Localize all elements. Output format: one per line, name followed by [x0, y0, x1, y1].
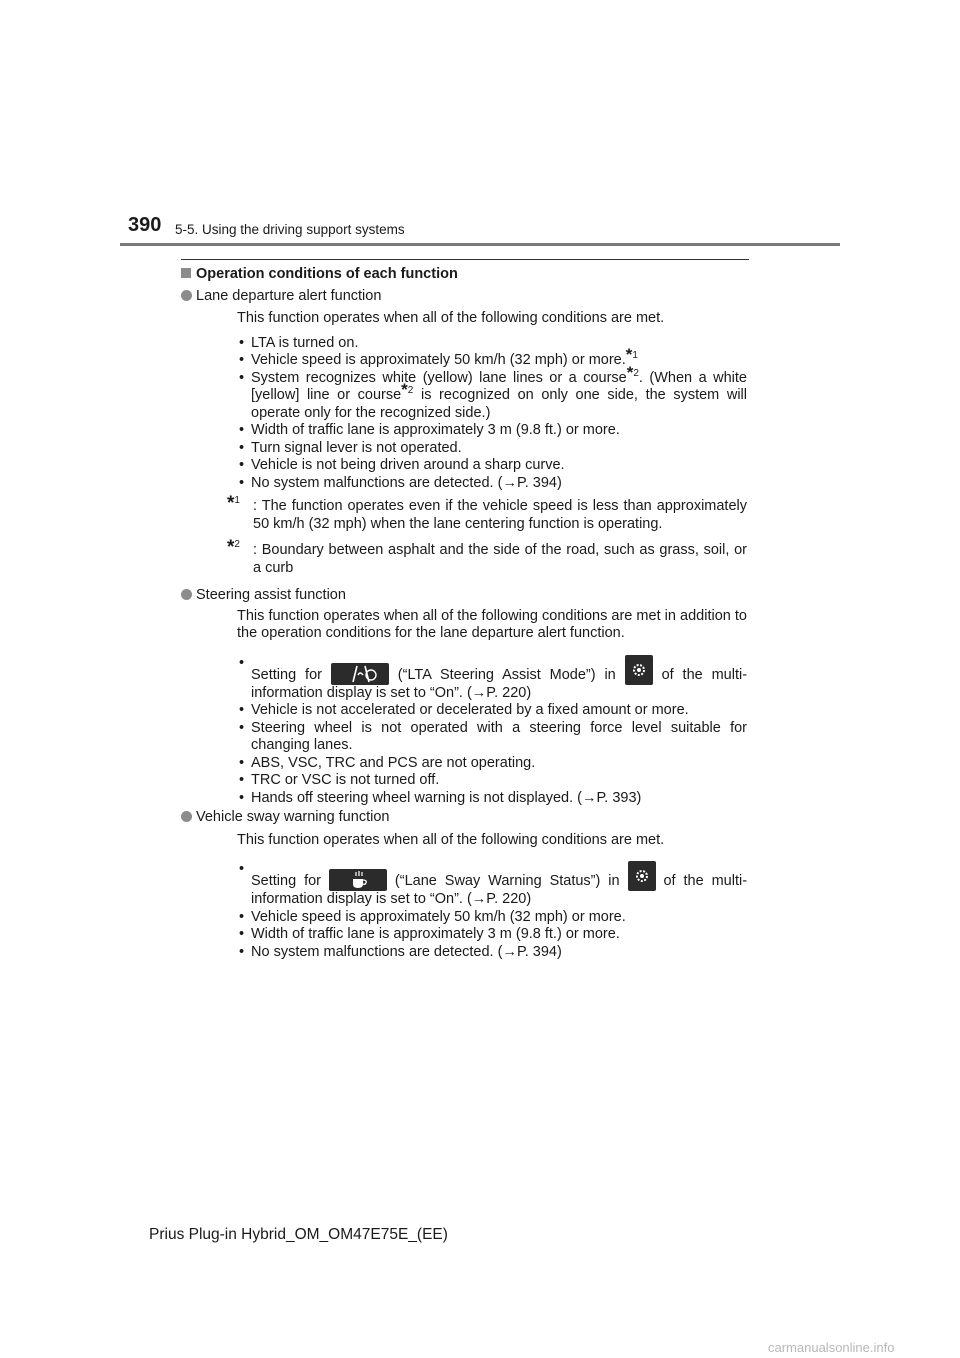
sway-warning-title-text: Vehicle sway warning function [196, 809, 390, 825]
footnote-star: * [626, 362, 634, 382]
lane-departure-intro: This function operates when all of the following conditions are met. [237, 310, 665, 326]
list-item: • LTA is turned on. [237, 335, 747, 353]
lane-departure-title-text: Lane departure alert function [196, 287, 382, 304]
list-item: • Width of traffic lane is approximately 3 m (9.8 ft.) or more. [237, 422, 747, 440]
section-heading-text: Operation conditions of each function [196, 266, 458, 282]
list-item: • Vehicle is not being driven around a sharp curve. [237, 457, 747, 475]
page-content [181, 266, 747, 961]
list-item: • No system malfunctions are detected. (→P. 394) [237, 475, 747, 493]
footnote-star: * [401, 380, 408, 399]
list-item: • Setting for (“LTA Steering Assist Mode”) in of the multi-information display is set to “On”. (→P. 220) [237, 655, 747, 703]
settings-gear-icon [628, 861, 656, 891]
steering-assist-intro: This function operates when all of the following conditions are met in addition to the operation conditions for the lane departure alert function. [237, 607, 747, 641]
list-item: • Turn signal lever is not operated. [237, 440, 747, 458]
circle-bullet-icon [181, 290, 192, 301]
square-bullet-icon [181, 268, 191, 278]
list-item: • Vehicle speed is approximately 50 km/h (32 mph) or more.*$^1$ [237, 352, 747, 370]
header-rule [120, 243, 840, 246]
footer-manual-id: Prius Plug-in Hybrid_OM_OM47E75E_(EE) [149, 1226, 448, 1243]
footnote-2: *$^2$ : Boundary between asphalt and the side of the road, such as grass, soil, or a curb [227, 537, 747, 576]
list-item: • ABS, VSC, TRC and PCS are not operating. [237, 755, 747, 773]
sway-warning-title [181, 809, 747, 827]
page-number: 390 [128, 214, 162, 236]
list-item: • Setting for (“Lane Sway Warning Status”) in of the multi-information display is set to “On”. (→P. 220) [237, 861, 747, 909]
lta-steering-assist-icon [331, 663, 389, 685]
list-item: • TRC or VSC is not turned off. [237, 772, 747, 790]
sway-warning-intro: This function operates when all of the following conditions are met. [237, 831, 665, 848]
list-item: • System recognizes white (yellow) lane lines or a course*$^2$. (When a white [yellow] line or course*$^2$ is recognized on only one side, the system will operate only for the recognized side.) [237, 370, 747, 423]
section-title: 5-5. Using the driving support systems [175, 222, 405, 237]
steering-assist-list [237, 655, 747, 808]
list-item: • Hands off steering wheel warning is not displayed. (→P. 393) [237, 790, 747, 808]
content-top-rule [181, 259, 749, 260]
lane-departure-list [237, 335, 747, 493]
sway-warning-list [237, 861, 747, 961]
list-item: • No system malfunctions are detected. (→P. 394) [237, 944, 747, 962]
footnote-star: * [625, 345, 633, 364]
watermark: carmanualsonline.info [768, 1340, 895, 1355]
steering-assist-title-text: Steering assist function [196, 587, 346, 603]
footnote-1: *$^1$ : The function operates even if the vehicle speed is less than approximately 50 km/h (32 mph) when the lane centering function is operating. [227, 493, 747, 532]
list-item: • Vehicle is not accelerated or decelerated by a fixed amount or more. [237, 702, 747, 720]
lane-sway-coffee-icon [329, 869, 387, 891]
steering-assist-title [181, 587, 747, 605]
lane-departure-title [181, 288, 747, 306]
list-item: • Width of traffic lane is approximately 3 m (9.8 ft.) or more. [237, 926, 747, 944]
settings-gear-icon [625, 655, 653, 685]
list-item: • Vehicle speed is approximately 50 km/h (32 mph) or more. [237, 909, 747, 927]
circle-bullet-icon [181, 811, 192, 822]
circle-bullet-icon [181, 589, 192, 600]
section-heading [181, 266, 747, 284]
list-item: • Steering wheel is not operated with a steering force level suitable for changing lanes. [237, 720, 747, 755]
